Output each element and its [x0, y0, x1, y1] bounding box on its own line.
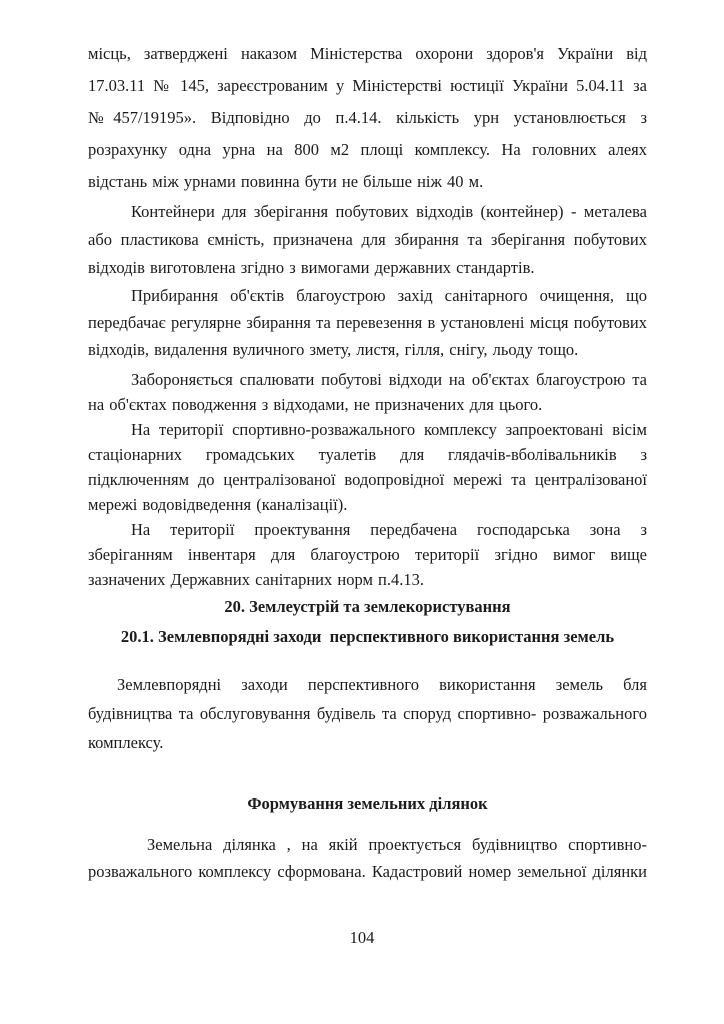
- paragraph-household-zone: На території проектування передбачена господарська зона з зберіганням інвентаря для благоустрою території згідно вимог вище зазначених Державних санітарних норм п.4.13.: [88, 520, 647, 589]
- paragraph-intro-continuation: місць, затверджені наказом Міністерства охорони здоров'я України від 17.03.11 № 145, зареєстрованим у Міністерстві юстиції України 5.04.11 за №457/19195». Відповідно до п.4.14. кількість урн установлюється з розрахунку одна урна на 800 м2 площі комплексу. На головних алеях відстань між урнами повинна бути не більше ніж 40 м.: [88, 44, 647, 191]
- paragraph-land-management-measures: Землевпорядні заходи перспективного використання земель бля будівництва та обслуговування будівель та споруд спортивно- розважального комплексу.: [88, 675, 647, 752]
- paragraph-sanitary-cleaning: Прибирання об'єктів благоустрою захід санітарного очищення, що передбачає регулярне збирання та перевезення в установлені місця побутових відходів, видалення вуличного змету, листя, гілля, снігу, льоду тощо.: [88, 286, 647, 359]
- paragraph-public-toilets: На території спортивно-розважального комплексу запроектовані вісім стаціонарних громадських туалетів для глядачів-вболівальників з підключенням до централізованої водопровідної мережі та централізованої мережі водовідведення (каналізації).: [88, 420, 647, 514]
- heading-land-plot-formation: Формування земельних ділянок: [247, 794, 488, 813]
- section-heading-20-land-management: 20. Землеустрій та землекористування: [224, 597, 511, 616]
- paragraph-land-plot-cadastre: Земельна ділянка , на якій проектується будівництво спортивно-розважального комплексу сформована. Кадастровий номер земельної ділянки: [88, 835, 647, 881]
- paragraph-waste-containers: Контейнери для зберігання побутових відходів (контейнер) - металева або пластикова ємність, призначена для збирання та зберігання побутових відходів виготовлена згідно з вимогами державних стандартів.: [88, 202, 647, 277]
- page-number: 104: [349, 928, 375, 947]
- section-heading-20-1-land-measures: 20.1. Землевпорядні заходи перспективного використання земель: [120, 627, 615, 646]
- paragraph-burning-ban: Забороняється спалювати побутові відходи на об'єктах благоустрою та на об'єктах поводження з відходами, не призначених для цього.: [88, 370, 647, 414]
- document-body: [88, 38, 647, 885]
